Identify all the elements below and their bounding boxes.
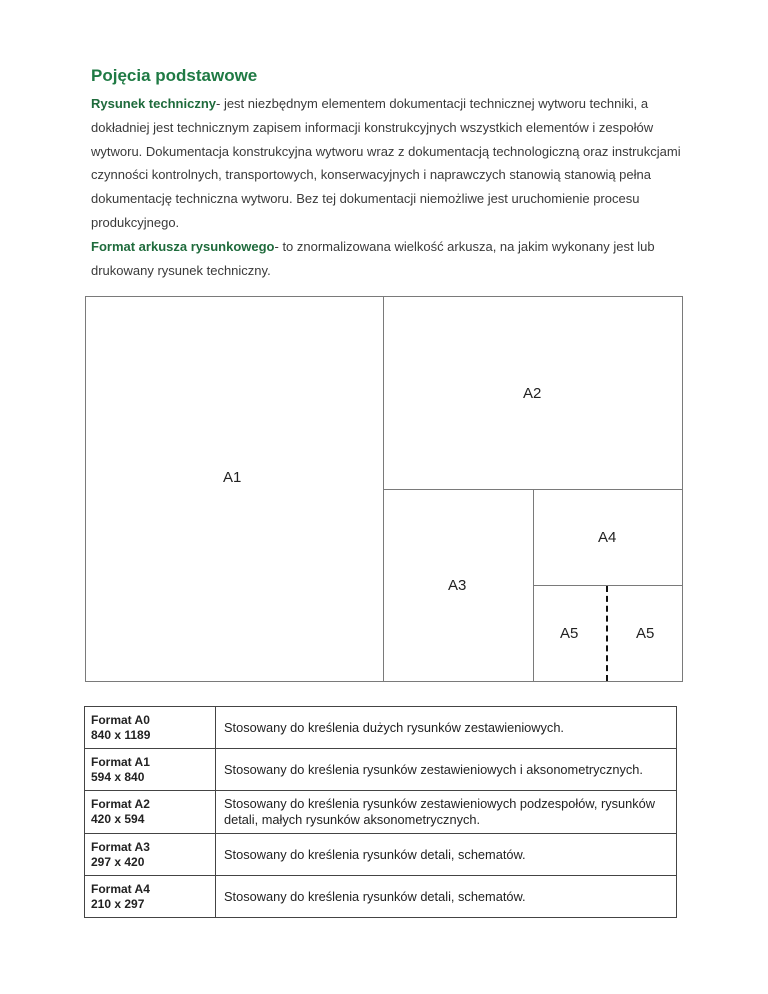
- label-a4: A4: [598, 529, 617, 546]
- format-usage: Stosowany do kreślenia rysunków detali, schematów.: [216, 834, 677, 876]
- divider-a5-dashed: [606, 586, 608, 681]
- label-a2: A2: [523, 385, 542, 402]
- format-usage: Stosowany do kreślenia rysunków zestawieniowych i aksonometrycznych.: [216, 749, 677, 791]
- table-row: [85, 707, 677, 749]
- label-a1: A1: [223, 469, 242, 486]
- label-a3: A3: [448, 577, 467, 594]
- format-diagram: [85, 296, 683, 682]
- format-name: Format A0: [91, 712, 150, 727]
- table-row: [85, 876, 677, 918]
- table-row: [85, 749, 677, 791]
- definitions: [91, 92, 691, 282]
- format-name: Format A3: [91, 839, 150, 854]
- format-size: 420 x 594: [91, 812, 145, 826]
- formats-table-body: [85, 707, 677, 918]
- definition-drawing-text: - jest niezbędnym elementem dokumentacji technicznej wytworu techniki, a dokładniej jest technicznym zapisem informacji konstrukcyjnych wszystkich elementów i zespołów wytworu. Dokumentacja konstrukcyjna wytworu wraz z dokumentacją technologiczną oraz instrukcjami czynności kontrolnych, transportowych, konserwacyjnych i naprawczych stanowią stanowią pełna dokumentację techniczna wytworu. Bez tej dokumentacji niemożliwe jest uruchomienie procesu produkcyjnego.: [91, 96, 681, 230]
- format-size: 840 x 1189: [91, 727, 151, 742]
- format-usage: Stosowany do kreślenia rysunków zestawieniowych podzespołów, rysunków detali, małych rysunków aksonometrycznych.: [216, 791, 677, 834]
- definition-format-text: - to znormalizowana wielkość arkusza, na jakim wykonany jest lub drukowany rysunek techniczny.: [91, 238, 655, 278]
- format-cell: [85, 791, 216, 834]
- format-name: Format A4: [91, 881, 150, 896]
- term-format: Format arkusza rysunkowego: [91, 238, 275, 254]
- table-row: [85, 834, 677, 876]
- page-title: Pojęcia podstawowe: [91, 66, 258, 85]
- format-size: 297 x 420: [91, 854, 145, 869]
- term-drawing: Rysunek techniczny: [91, 96, 216, 111]
- format-cell: [85, 876, 216, 918]
- table-row: [85, 791, 677, 834]
- format-size: 594 x 840: [91, 769, 145, 784]
- definition-format: [91, 235, 691, 283]
- format-size: 210 x 297: [91, 896, 145, 911]
- label-a5-left: A5: [560, 625, 579, 642]
- format-usage: Stosowany do kreślenia rysunków detali, schematów.: [216, 876, 677, 918]
- formats-table: [84, 706, 677, 918]
- format-name: Format A2: [91, 797, 150, 811]
- format-cell: [85, 749, 216, 791]
- definition-drawing: [91, 92, 691, 235]
- format-cell: [85, 707, 216, 749]
- label-a5-right: A5: [636, 625, 655, 642]
- format-name: Format A1: [91, 754, 150, 769]
- format-usage: Stosowany do kreślenia dużych rysunków zestawieniowych.: [216, 707, 677, 749]
- format-cell: [85, 834, 216, 876]
